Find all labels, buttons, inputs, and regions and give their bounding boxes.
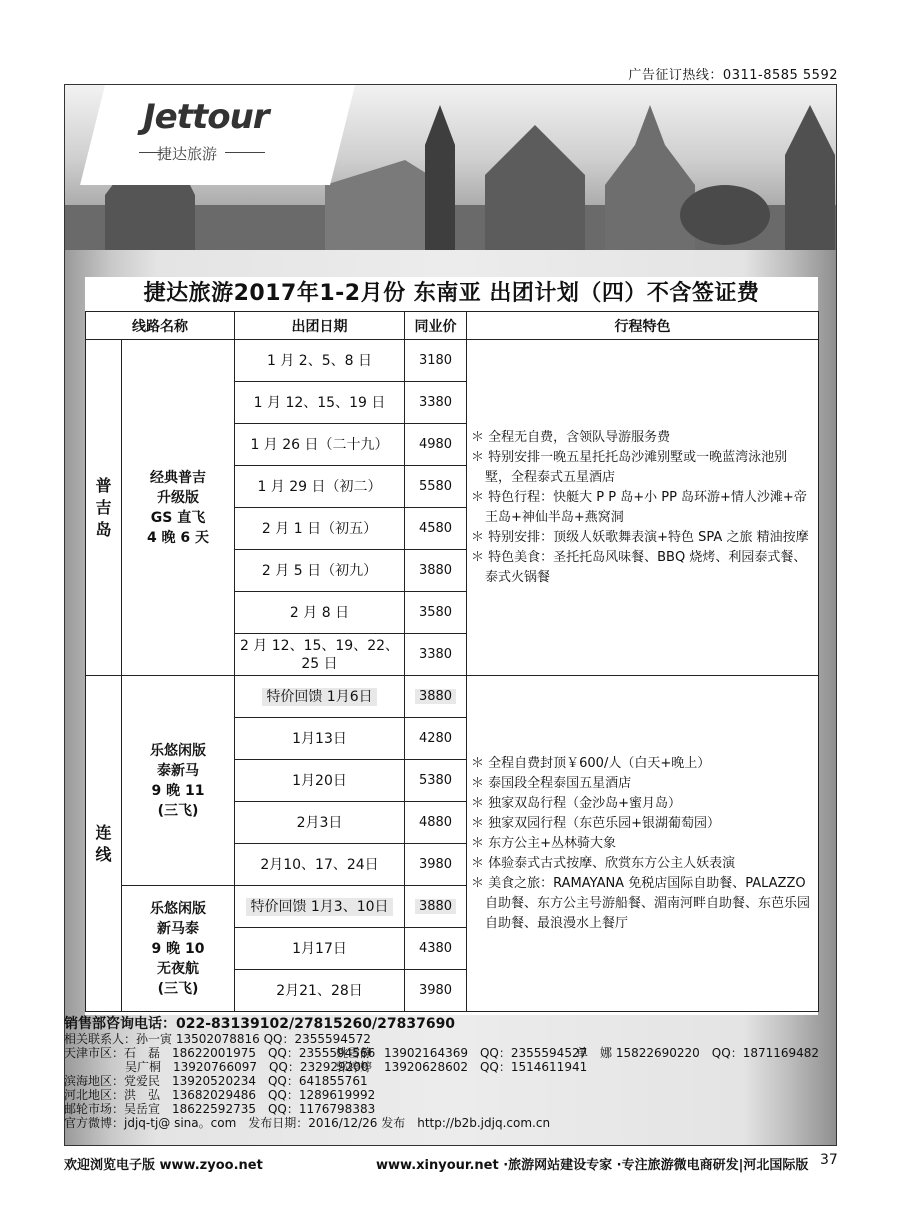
departure-date: 1月17日 [235,928,405,970]
departure-date: 2 月 1 日（初五） [235,508,405,550]
jettour-logo: Jettour [143,97,269,137]
logo-subtitle: 捷达旅游 [157,145,218,163]
contact-footer [64,1017,837,1130]
table-header-row [86,312,819,340]
departure-date: 1 月 26 日（二十九） [235,424,405,466]
departure-date: 1 月 2、5、8 日 [235,340,405,382]
trade-price: 4380 [405,928,467,970]
ad-frame [64,84,837,1146]
contact-row: 天津市区：石 磊 18622001975 QQ：2355594566 姚雪静 13902164369 QQ：2355594527 单 娜 15822690220 QQ：1871169482 [64,1046,820,1060]
departure-date: 特价回馈 1月3、10日 [235,886,405,928]
departure-date: 1 月 12、15、19 日 [235,382,405,424]
trade-price: 3380 [405,382,467,424]
contact-row: 吴广桐 13920766097 QQ：232929200 郭婷婷 13920628602 QQ：1514611941 [125,1060,588,1074]
features-combo: ＊ 全程自费封顶￥600/人（白天+晚上） ＊ 泰国段全程泰国五星酒店 ＊ 独家双岛行程（金沙岛+蜜月岛） ＊ 独家双园行程（东芭乐园+银湖葡萄园） ＊ 东方公主+丛林骑大象 ＊ 体验泰式古式按摩、欣赏东方公主人妖表演 ＊ 美食之旅：RAMAYANA 免税店国际自助餐、PALAZZO 自助餐、东方公主号游船餐、湄南河畔自助餐、东芭乐园自助餐、最浪漫水上餐厅 [467,676,819,1012]
route-phuket: 经典普吉 升级版 GS 直飞 4 晚 6 天 [122,340,235,676]
departure-date: 1月13日 [235,718,405,760]
ad-hotline: 广告征订热线：0311-8585 5592 [628,68,838,83]
departure-date: 2 月 5 日（初九） [235,550,405,592]
page-title: 捷达旅游2017年1-2月份 东南亚 出团计划（四）不含签证费 [143,281,760,306]
contact-row: 相关联系人：孙一寅 13502078816 QQ：2355594572 [64,1032,371,1046]
region-phuket: 普 吉 岛 [86,340,122,676]
departure-date: 2月10、17、24日 [235,844,405,886]
departure-date: 2 月 12、15、19、22、25 日 [235,634,405,676]
banner-image [65,85,836,250]
trade-price: 4580 [405,508,467,550]
page-number: 37 [820,1152,838,1168]
departure-date: 2月21、28日 [235,970,405,1012]
trade-price: 3880 [405,886,467,928]
contact-row: 邮轮市场：吴岳宣 18622592735 QQ：1176798383 [64,1102,376,1116]
trade-price: 3180 [405,340,467,382]
trade-price: 5380 [405,760,467,802]
contact-row: 滨海地区：党爱民 13920520234 QQ：641855761 [64,1074,368,1088]
header-date: 出团日期 [235,312,405,340]
trade-price: 3980 [405,844,467,886]
contact-row: 河北地区：洪 弘 13682029486 QQ：1289619992 [64,1088,376,1102]
logo-divider [225,152,265,153]
trade-price: 3580 [405,592,467,634]
contact-row: 官方微博：jdjq-tj@ sina。com 发布日期：2016/12/26 发布 http://b2b.jdjq.com.cn [64,1116,551,1130]
region-combo: 连 线 [86,676,122,1012]
departure-date: 2月3日 [235,802,405,844]
trade-price: 3980 [405,970,467,1012]
trade-price: 3880 [405,550,467,592]
plan-content [85,277,818,1015]
route-thai-sg-my: 乐悠闲版 泰新马 9 晚 11 (三飞) [122,676,235,886]
trade-price: 3880 [405,676,467,718]
header-features: 行程特色 [467,312,819,340]
trade-price: 3380 [405,634,467,676]
trade-price: 5580 [405,466,467,508]
route-sg-my-thai: 乐悠闲版 新马泰 9 晚 10 无夜航 (三飞) [122,886,235,1012]
header-route: 线路名称 [86,312,235,340]
tour-plan-table [85,311,819,1012]
bottom-right-text: www.xinyour.net ·旅游网站建设专家 ·专注旅游微电商研发|河北国际版 [376,1158,809,1173]
features-phuket: ＊ 全程无自费，含领队导游服务费 ＊ 特别安排一晚五星托托岛沙滩别墅或一晚蓝湾泳池别墅，全程泰式五星酒店 ＊ 特色行程：快艇大 P P 岛+小 PP 岛环游+情人沙滩+帝王岛+神仙半岛+燕窝洞 ＊ 特别安排：顶级人妖歌舞表演+特色 SPA 之旅 精油按摩 ＊ 特色美食：圣托托岛风味餐、BBQ 烧烤、利园泰式餐、泰式火锅餐 [467,340,819,676]
sales-hotline: 销售部咨询电话：022-83139102/27815260/27837690 [64,1016,456,1032]
trade-price: 4880 [405,802,467,844]
departure-date: 1 月 29 日（初二） [235,466,405,508]
table-row [86,340,819,382]
departure-date: 1月20日 [235,760,405,802]
header-price: 同业价 [405,312,467,340]
bottom-left-text: 欢迎浏览电子版 www.zyoo.net [64,1158,263,1173]
trade-price: 4980 [405,424,467,466]
departure-date: 2 月 8 日 [235,592,405,634]
table-row [86,676,819,718]
departure-date: 特价回馈 1月6日 [235,676,405,718]
trade-price: 4280 [405,718,467,760]
